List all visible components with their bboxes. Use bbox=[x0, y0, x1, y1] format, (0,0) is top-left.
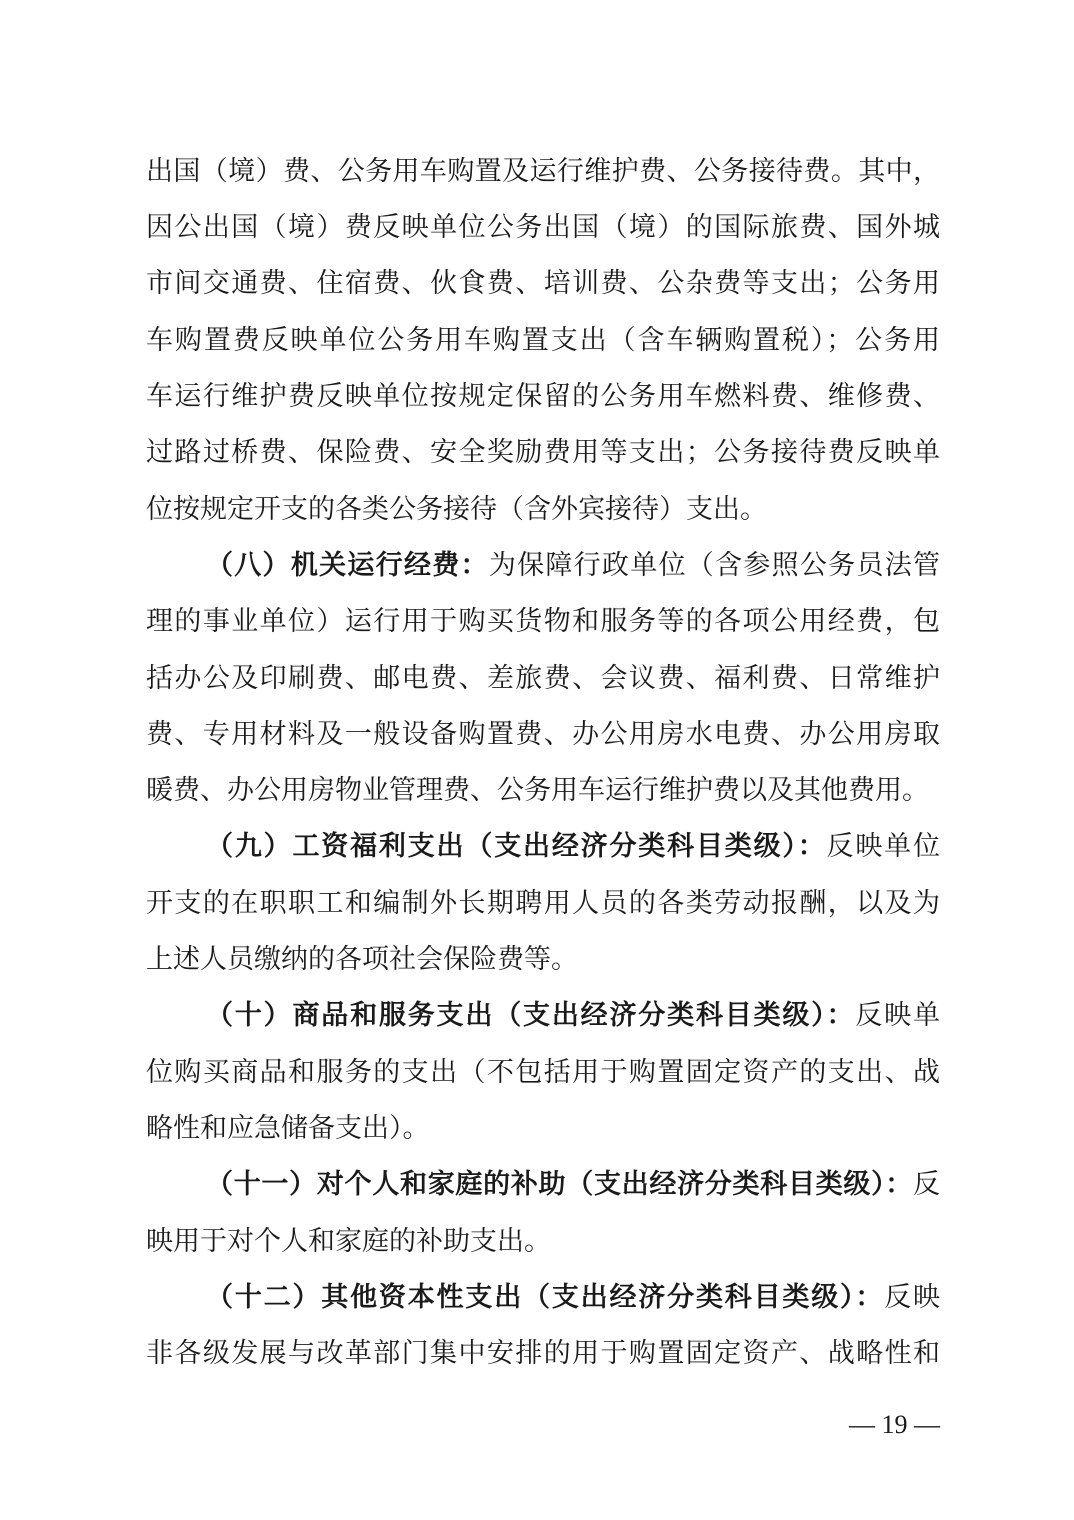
text-line: 因公出国（境）费反映单位公务出国（境）的国际旅费、国外城 bbox=[146, 212, 940, 243]
section-first-line bbox=[206, 1282, 940, 1314]
section-text: 反映 bbox=[884, 1282, 941, 1313]
text-line: 位购买商品和服务的支出（不包括用于购置固定资产的支出、战 bbox=[146, 1057, 940, 1088]
text-line: 车购置费反映单位公务用车购置支出（含车辆购置税）；公务用 bbox=[146, 325, 940, 356]
section-first-line bbox=[206, 550, 940, 582]
section-heading: （九）工资福利支出（支出经济分类科目类级）： bbox=[206, 831, 827, 862]
text-line: 理的事业单位）运行用于购买货物和服务等的各项公用经费，包 bbox=[146, 606, 940, 637]
text-line: 出国（境）费、公务用车购置及运行维护费、公务接待费。其中， bbox=[146, 156, 940, 187]
text-line: 市间交通费、住宿费、伙食费、培训费、公杂费等支出；公务用 bbox=[146, 268, 940, 299]
page-number: — 19 — bbox=[849, 1410, 940, 1439]
text-line: 暖费、办公用房物业管理费、公务用车运行维护费以及其他费用。 bbox=[146, 775, 929, 806]
section-heading: （十）商品和服务支出（支出经济分类科目类级）： bbox=[206, 1000, 856, 1031]
section-first-line bbox=[206, 831, 940, 863]
text-line: 过路过桥费、保险费、安全奖励费用等支出；公务接待费反映单 bbox=[146, 437, 940, 468]
section-text: 反映单 bbox=[855, 1000, 940, 1031]
text-line: 括办公及印刷费、邮电费、差旅费、会议费、福利费、日常维护 bbox=[146, 663, 940, 694]
section-text: 反映单位 bbox=[826, 831, 941, 862]
text-line: 费、专用材料及一般设备购置费、办公用房水电费、办公用房取 bbox=[146, 719, 940, 750]
text-line: 映用于对个人和家庭的补助支出。 bbox=[146, 1226, 551, 1257]
text-line: 位按规定开支的各类公务接待（含外宾接待）支出。 bbox=[146, 494, 767, 525]
text-line: 非各级发展与改革部门集中安排的用于购置固定资产、战略性和 bbox=[146, 1338, 940, 1369]
section-heading: （十二）其他资本性支出（支出经济分类科目类级）： bbox=[206, 1282, 885, 1313]
section-text: 反 bbox=[913, 1169, 940, 1200]
section-heading: （八）机关运行经费： bbox=[206, 550, 489, 581]
section-first-line bbox=[206, 1169, 940, 1201]
section-heading: （十一）对个人和家庭的补助（支出经济分类科目类级）： bbox=[206, 1169, 913, 1200]
section-text: 为保障行政单位（含参照公务员法管 bbox=[488, 550, 941, 581]
section-first-line bbox=[206, 1000, 940, 1032]
text-line: 车运行维护费反映单位按规定保留的公务用车燃料费、维修费、 bbox=[146, 381, 940, 412]
text-line: 开支的在职职工和编制外长期聘用人员的各类劳动报酬，以及为 bbox=[146, 888, 940, 919]
text-line: 略性和应急储备支出）。 bbox=[146, 1113, 430, 1144]
text-line: 上述人员缴纳的各项社会保险费等。 bbox=[146, 944, 578, 975]
